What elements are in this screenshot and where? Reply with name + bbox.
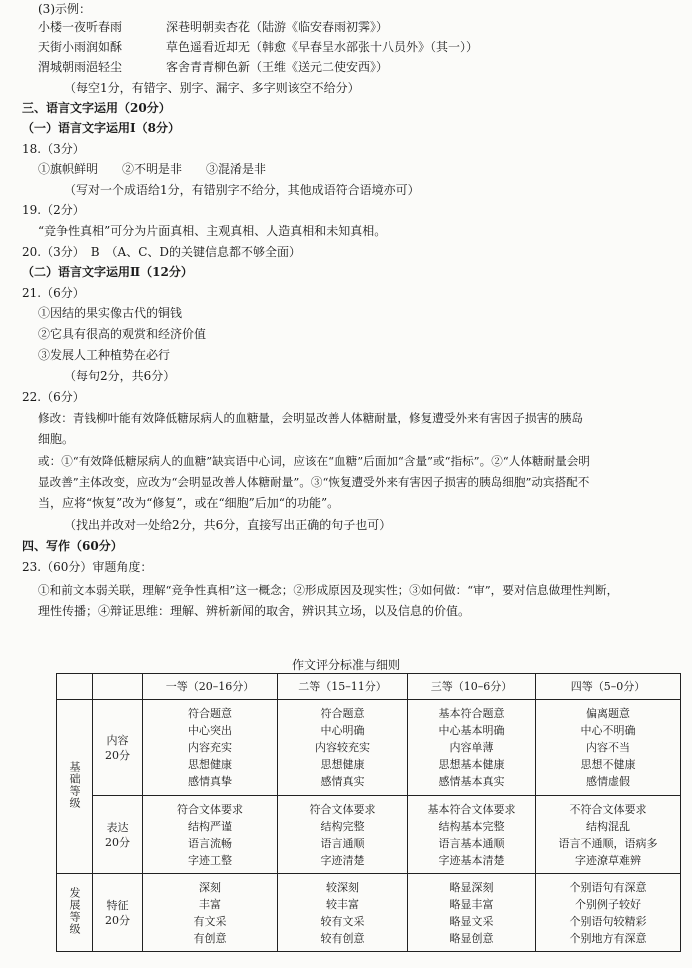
group-label: 基础等级 <box>57 700 93 874</box>
table-cell: 符合题意 中心突出 内容充实 思想健康 感情真挚 <box>143 700 278 796</box>
question-number: 18.（3分） <box>22 142 85 156</box>
table-corner <box>93 674 143 700</box>
grade-header: 二等（15–11分） <box>278 674 408 700</box>
table-cell: 不符合文体要求 结构混乱 语言不通顺，语病多 字迹潦草难辨 <box>536 796 681 874</box>
table-cell: 基本符合题意 中心基本明确 内容单薄 思想基本健康 感情基本真实 <box>408 700 536 796</box>
table-cell: 较深刻 较丰富 较有文采 较有创意 <box>278 874 408 952</box>
text-line: ①因结的果实像古代的铜钱 <box>38 306 183 320</box>
text-line: ②它具有很高的观赏和经济价值 <box>38 327 207 341</box>
text-line: (3)示例： <box>38 2 91 16</box>
question-number: 23.（60分）审题角度： <box>22 560 153 574</box>
grading-table <box>56 673 681 952</box>
question-number: 21.（6分） <box>22 286 85 300</box>
table-row <box>57 874 681 952</box>
table-cell: 符合文体要求 结构严谨 语言流畅 字迹工整 <box>143 796 278 874</box>
row-label: 特征 20分 <box>93 874 143 952</box>
section-heading: （二）语言文字运用Ⅱ（12分） <box>22 265 193 279</box>
table-header-row <box>57 674 681 700</box>
section-heading: 三、语言文字运用（20分） <box>22 101 171 115</box>
table-cell: 基本符合文体要求 结构基本完整 语言基本通顺 字迹基本清楚 <box>408 796 536 874</box>
text-line: 或：①“有效降低糖尿病人的血糖”缺宾语中心词，应该在“血糖”后面加“含量”或“指标”。②“人体糖耐量会明 <box>38 454 590 468</box>
section-heading: 四、写作（60分） <box>22 539 123 553</box>
text-line: 渭城朝雨浥轻尘 <box>38 60 123 74</box>
row-label: 内容 20分 <box>93 700 143 796</box>
table-cell: 略显深刻 略显丰富 略显文采 略显创意 <box>408 874 536 952</box>
text-line: （每空1分，有错字、别字、漏字、多字则该空不给分） <box>64 81 360 95</box>
text-line: 显改善”主体改变，应改为“会明显改善人体糖耐量”。③“恢复遭受外来有害因子损害的胰岛细胞”动宾搭配不 <box>38 475 590 489</box>
text-line: ①和前文本弱关联，理解“竞争性真相”这一概念；②形成原因及现实性；③如何做：“审”，要对信息做理性判断， <box>38 583 619 597</box>
text-line: （每句2分，共6分） <box>64 369 176 383</box>
text-line: 天街小雨润如酥 <box>38 40 123 54</box>
text-line: 理性传播；④辩证思维：理解、辨析新闻的取舍，辨识其立场，以及信息的价值。 <box>38 604 471 618</box>
row-label: 表达 20分 <box>93 796 143 874</box>
table-row <box>57 700 681 796</box>
text-line: “竞争性真相”可分为片面真相、主观真相、人造真相和未知真相。 <box>38 224 387 238</box>
table-cell: 个别语句有深意 个别例子较好 个别语句较精彩 个别地方有深意 <box>536 874 681 952</box>
watermark <box>158 78 582 343</box>
grade-header: 四等（5–0分） <box>536 674 681 700</box>
text-line: （找出并改对一处给2分，共6分，直接写出正确的句子也可） <box>64 518 392 532</box>
question-number: 22.（6分） <box>22 390 85 404</box>
table-corner <box>57 674 93 700</box>
text-line: 草色遥看近却无（韩愈《早春呈水部张十八员外》（其一）） <box>166 40 479 54</box>
section-heading: （一）语言文字运用Ⅰ（8分） <box>22 121 180 135</box>
text-line: 深巷明朝卖杏花（陆游《临安春雨初霁》） <box>166 20 389 34</box>
table-row <box>57 796 681 874</box>
table-title: 作文评分标准与细则 <box>291 658 400 672</box>
text-line: （写对一个成语给1分，有错别字不给分，其他成语符合语境亦可） <box>64 183 420 197</box>
text-line: 当，应将“恢复”改为“修复”，或在“细胞”后加“的功能”。 <box>38 496 340 510</box>
group-label: 发展等级 <box>57 874 93 952</box>
table-cell: 符合题意 中心明确 内容较充实 思想健康 感情真实 <box>278 700 408 796</box>
question-number: 19.（2分） <box>22 203 85 217</box>
table-cell: 符合文体要求 结构完整 语言通顺 字迹清楚 <box>278 796 408 874</box>
text-line: 小楼一夜听春雨 <box>38 20 123 34</box>
question-number: 20.（3分） B （A、C、D的关键信息都不够全面） <box>22 245 302 259</box>
grade-header: 三等（10–6分） <box>408 674 536 700</box>
text-line: 客舍青青柳色新（王维《送元二使安西》） <box>166 60 389 74</box>
text-line: 细胞。 <box>38 432 75 446</box>
table-cell: 偏离题意 中心不明确 内容不当 思想不健康 感情虚假 <box>536 700 681 796</box>
table-cell: 深刻 丰富 有文采 有创意 <box>143 874 278 952</box>
text-line: ①旗帜鲜明 ②不明是非 ③混淆是非 <box>38 162 267 176</box>
grade-header: 一等（20–16分） <box>143 674 278 700</box>
text-line: ③发展人工种植势在必行 <box>38 348 171 362</box>
text-line: 修改：青钱柳叶能有效降低糖尿病人的血糖量，会明显改善人体糖耐量，修复遭受外来有害因子损害的胰岛 <box>38 411 583 425</box>
